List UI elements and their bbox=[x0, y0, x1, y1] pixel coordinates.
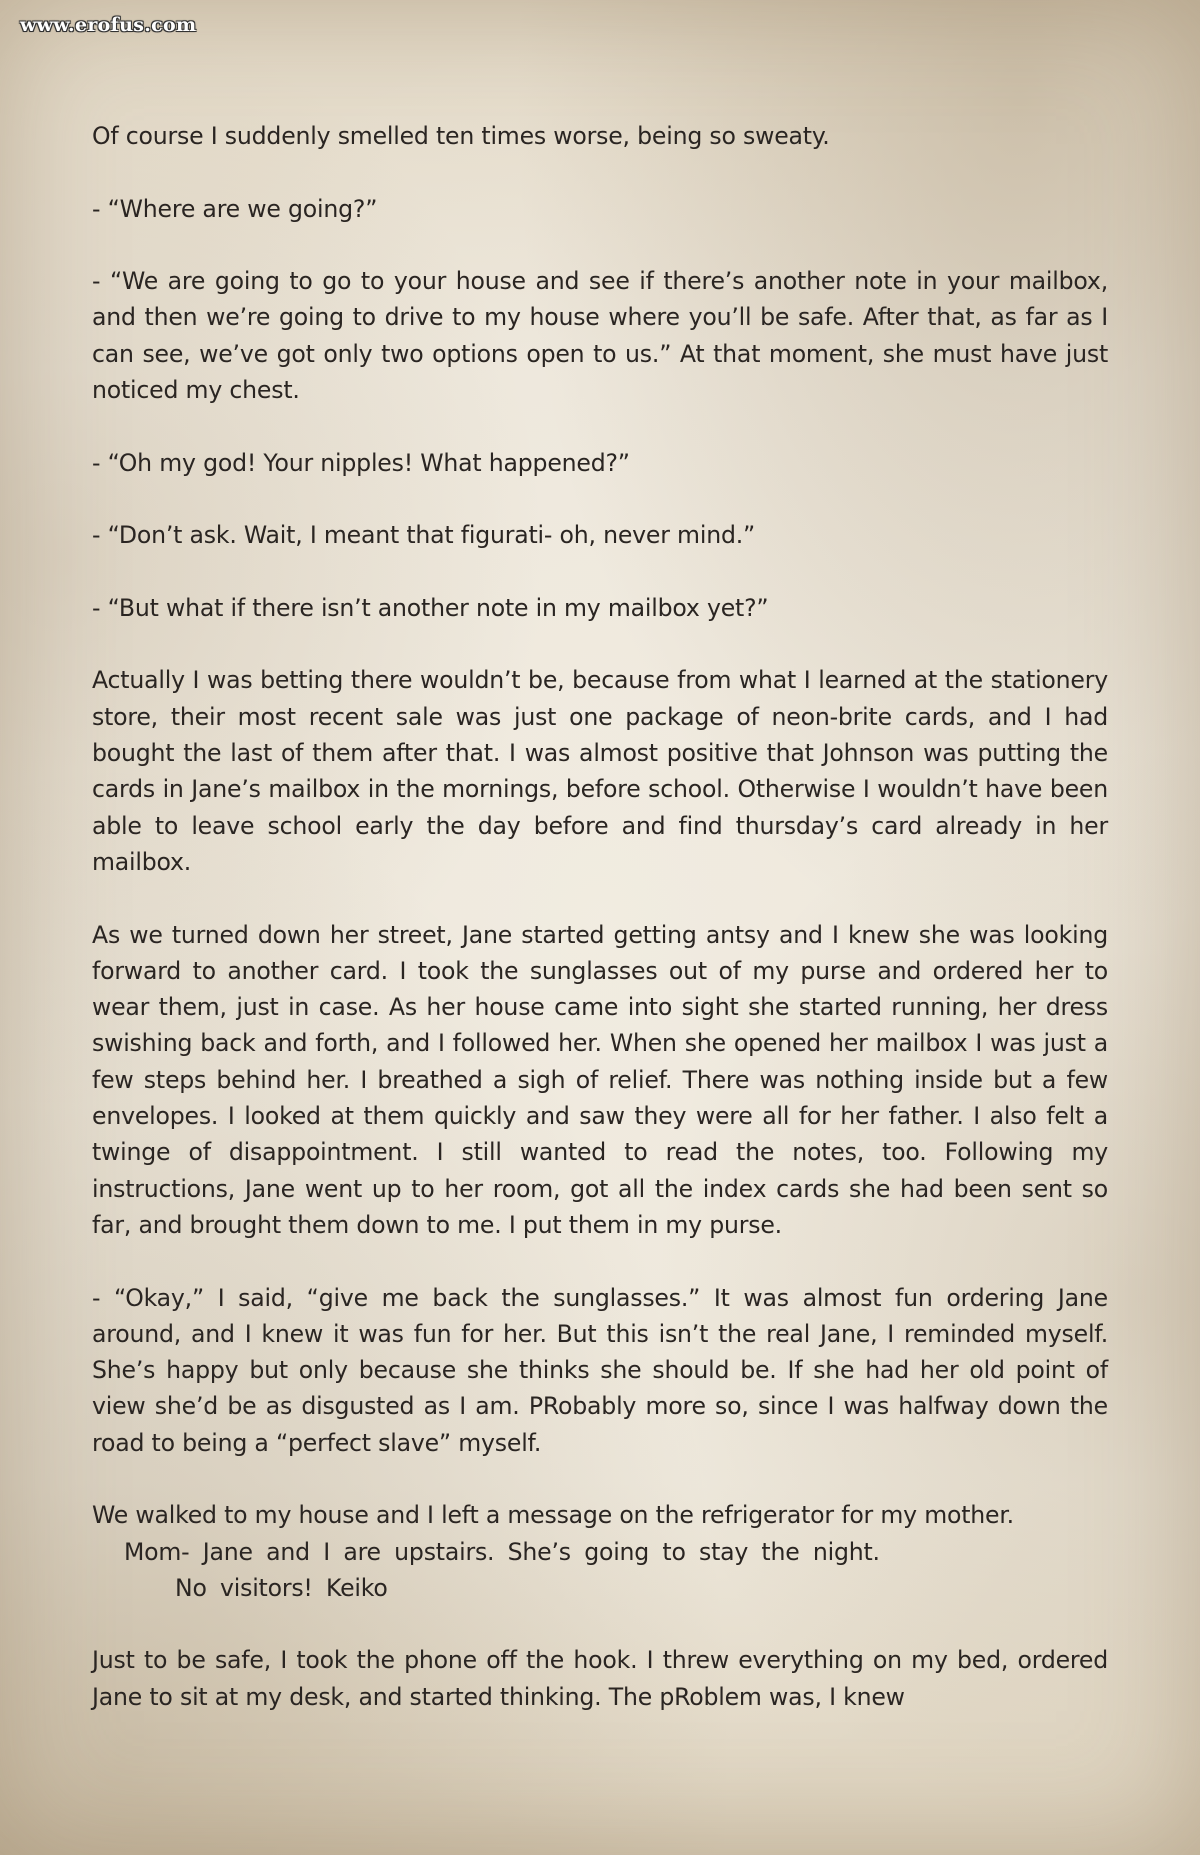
paragraph-gap bbox=[92, 1606, 1108, 1642]
paragraph-5: - “Don’t ask. Wait, I meant that figurati- oh, never mind.” bbox=[92, 521, 756, 550]
paragraph-gap bbox=[92, 626, 1108, 662]
fridge-note-line-1: Mom- Jane and I are upstairs. She’s going to stay the night. bbox=[124, 1537, 880, 1566]
paragraph-11: Just to be safe, I took the phone off the hook. I threw everything on my bed, ordered Jane to sit at my desk, and started thinking. The pRoblem was, I knew bbox=[92, 1646, 1108, 1711]
paragraph-10: We walked to my house and I left a message on the refrigerator for my mother. bbox=[92, 1501, 1014, 1530]
paragraph-3: - “We are going to go to your house and see if there’s another note in your mailbox, and then we’re going to drive to my house where you’ll be safe. After that, as far as I can see, we’ve got only two options open to us.” At that moment, she must have just noticed my chest. bbox=[92, 267, 1108, 405]
document-body bbox=[92, 118, 1108, 1715]
paragraph-1: Of course I suddenly smelled ten times worse, being so sweaty. bbox=[92, 122, 830, 150]
paragraph-2: - “Where are we going?” bbox=[92, 194, 378, 223]
paragraph-gap bbox=[92, 554, 1108, 590]
paragraph-gap bbox=[92, 154, 1108, 190]
paragraph-gap bbox=[92, 227, 1108, 263]
paragraph-gap bbox=[92, 408, 1108, 444]
paragraph-9: - “Okay,” I said, “give me back the sunglasses.” It was almost fun ordering Jane around, and I knew it was fun for her. But this isn’t the real Jane, I reminded myself. She’s happy but only because she thinks she should be. If she had her old point of view she’d be as disgusted as I am. PRobably more so, since I was halfway down the road to being a “perfect slave” myself. bbox=[92, 1283, 1108, 1457]
paragraph-6: - “But what if there isn’t another note in my mailbox yet?” bbox=[92, 593, 769, 622]
fridge-note-line-2: No visitors! Keiko bbox=[175, 1573, 388, 1602]
watermark: www.erofus.com bbox=[20, 14, 197, 36]
paragraph-4: - “Oh my god! Your nipples! What happened?” bbox=[92, 448, 630, 477]
paragraph-gap bbox=[92, 880, 1108, 916]
paragraph-gap bbox=[92, 1461, 1108, 1497]
paragraph-7: Actually I was betting there wouldn’t be, because from what I learned at the stationery store, their most recent sale was just one package of neon-brite cards, and I had bought the last of them after that. I was almost positive that Johnson was putting the cards in Jane’s mailbox in the mornings, before school. Otherwise I wouldn’t have been able to leave school early the day before and find thursday’s card already in her mailbox. bbox=[92, 666, 1108, 876]
paragraph-gap bbox=[92, 481, 1108, 517]
paragraph-gap bbox=[92, 1243, 1108, 1279]
paragraph-8: As we turned down her street, Jane started getting antsy and I knew she was looking forward to another card. I took the sunglasses out of my purse and ordered her to wear them, just in case. As her house came into sight she started running, her dress swishing back and forth, and I followed her. When she opened her mailbox I was just a few steps behind her. I breathed a sigh of relief. There was nothing inside but a few envelopes. I looked at them quickly and saw they were all for her father. I also felt a twinge of disappointment. I still wanted to read the notes, too. Following my instructions, Jane went up to her room, got all the index cards she had been sent so far, and brought them down to me. I put them in my purse. bbox=[92, 920, 1108, 1239]
